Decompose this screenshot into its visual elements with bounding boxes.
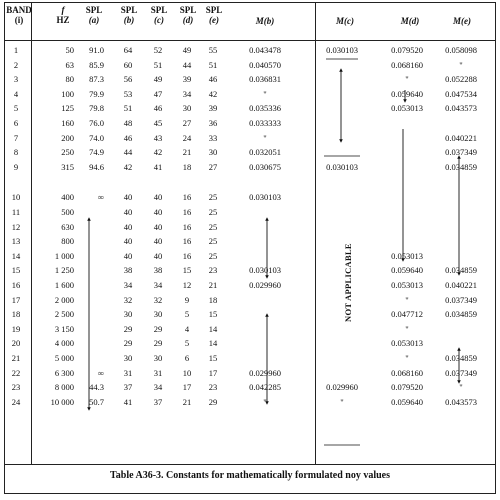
spl-c-cell: 40	[153, 250, 163, 261]
spl-b-cell: 56	[123, 74, 133, 85]
md-cell: 0.079520	[391, 45, 423, 55]
md-cell: 0.053013	[391, 280, 423, 290]
band-cell: 3	[13, 74, 19, 85]
mb-cell: "	[263, 396, 267, 407]
spl-a-cell: 79.8	[89, 103, 104, 114]
spl-e-cell: 15	[208, 309, 218, 320]
mb-cell: 0.030675	[249, 161, 281, 172]
band-cell: 17	[11, 294, 21, 305]
spl-d-cell: 12	[182, 280, 192, 290]
spl-d-cell: 39	[182, 74, 192, 85]
spl-d-cell: 16	[182, 236, 192, 247]
md-cell: 0.053013	[391, 103, 423, 114]
spl-c-cell: 40	[153, 192, 163, 203]
spl-e-cell: 18	[208, 294, 218, 305]
spl-d-cell: 16	[182, 250, 192, 261]
band-cell: 21	[11, 353, 21, 363]
header-spl-e	[201, 5, 227, 25]
md-cell: 0.059640	[391, 88, 423, 99]
not-applicable-label: NOT APPLICABLE	[343, 243, 353, 322]
spl-c-cell: 45	[153, 118, 163, 128]
spl-e-cell: 42	[208, 88, 218, 99]
spl-b-cell: 40	[123, 221, 133, 232]
spl-d-cell: 4	[184, 323, 190, 334]
frequency-cell: 63	[65, 59, 74, 70]
header-f-unit: HZ	[56, 15, 70, 25]
spl-b-cell: 53	[123, 88, 133, 99]
spl-c-cell: 43	[153, 132, 163, 143]
mb-cell: 0.042285	[249, 382, 281, 393]
me-cell: 0.058098	[445, 45, 477, 55]
frequency-cell: 5 000	[54, 353, 74, 363]
band-cell: 20	[11, 338, 21, 349]
band-cell: 10	[11, 192, 21, 203]
spl-d-cell: 5	[184, 309, 190, 320]
mb-cell: 0.029960	[249, 367, 281, 378]
spl-d-cell: 24	[182, 132, 192, 143]
spl-e-cell: 33	[208, 132, 218, 143]
spl-e-cell: 51	[208, 59, 218, 70]
md-cell: 0.053013	[391, 338, 423, 349]
spl-a-cell: ∞	[97, 367, 104, 378]
spl-b-cell: 38	[123, 265, 133, 276]
spl-e-cell: 25	[208, 192, 218, 203]
band-cell: 6	[13, 118, 19, 128]
band-cell: 14	[11, 250, 21, 261]
spl-b-cell: 44	[123, 147, 133, 158]
md-cell: "	[405, 323, 409, 334]
me-cell: 0.037349	[445, 294, 477, 305]
me-cell: 0.037349	[445, 147, 477, 158]
spl-d-cell: 9	[184, 294, 190, 305]
spl-e-cell: 14	[208, 338, 218, 349]
spl-e-cell: 46	[208, 74, 218, 85]
md-cell: "	[405, 353, 409, 363]
band-cell: 11	[11, 207, 21, 217]
frequency-cell: 2 000	[54, 294, 74, 305]
spl-c-cell: 34	[153, 382, 163, 393]
spl-d-cell: 27	[182, 118, 192, 128]
spl-d-cell: 17	[182, 382, 192, 393]
spl-a-cell: ∞	[97, 192, 104, 203]
me-cell: 0.052288	[445, 74, 477, 85]
band-cell: 1	[13, 45, 19, 55]
md-cell: 0.059640	[391, 396, 423, 407]
header-mb	[240, 16, 290, 26]
spl-d-cell: 15	[182, 265, 192, 276]
band-cell: 22	[11, 367, 21, 378]
spl-b-cell: 64	[123, 45, 133, 55]
spl-a-cell: 85.9	[89, 59, 104, 70]
column-divider	[315, 2, 316, 464]
header-spl-d	[175, 5, 201, 25]
frequency-cell: 10 000	[50, 396, 74, 407]
spl-e-cell: 36	[208, 118, 218, 128]
spl-e-cell: 27	[208, 161, 218, 172]
header-mc-label: M(c)	[336, 16, 354, 26]
spl-c-cell: 49	[153, 74, 163, 85]
band-cell: 16	[11, 280, 21, 290]
spl-b-cell: 40	[123, 236, 133, 247]
spl-b-cell: 37	[123, 382, 133, 393]
me-cell: 0.043573	[445, 396, 477, 407]
frequency-cell: 2 500	[54, 309, 74, 320]
mc-cell: 0.030103	[326, 161, 358, 172]
spl-c-cell: 32	[153, 294, 163, 305]
header-spl-a	[80, 5, 108, 25]
md-cell: 0.068160	[391, 59, 423, 70]
header-spl-c	[146, 5, 172, 25]
mb-cell: 0.030103	[249, 265, 281, 276]
spl-a-cell: 87.3	[89, 74, 104, 85]
spl-d-cell: 16	[182, 192, 192, 203]
md-cell: 0.053013	[391, 250, 423, 261]
spl-c-cell: 40	[153, 221, 163, 232]
me-cell: 0.034859	[445, 265, 477, 276]
spl-e-cell: 14	[208, 323, 218, 334]
spl-c-cell: 46	[153, 103, 163, 114]
header-md-label: M(d)	[400, 16, 420, 26]
mb-cell: "	[263, 88, 267, 99]
me-cell: 0.034859	[445, 353, 477, 363]
spl-a-cell: 74.9	[89, 147, 104, 158]
spl-e-cell: 17	[208, 367, 218, 378]
md-cell: 0.079520	[391, 382, 423, 393]
header-band	[6, 5, 32, 25]
band-cell: 8	[13, 147, 19, 158]
header-spl-e-sub: (e)	[209, 15, 219, 25]
spl-b-cell: 30	[123, 353, 133, 363]
frequency-cell: 125	[61, 103, 74, 114]
header-f-label: f	[61, 5, 65, 15]
frequency-cell: 315	[61, 161, 74, 172]
header-mb-label: M(b)	[255, 16, 275, 26]
band-cell: 4	[13, 88, 19, 99]
spl-b-cell: 40	[123, 192, 133, 203]
spl-d-cell: 21	[182, 147, 192, 158]
spl-e-cell: 25	[208, 236, 218, 247]
mc-cell: "	[340, 396, 344, 407]
spl-d-cell: 18	[182, 161, 192, 172]
spl-d-cell: 21	[182, 396, 192, 407]
mb-cell: 0.032051	[249, 147, 281, 158]
spl-c-cell: 52	[153, 45, 163, 55]
spl-c-cell: 42	[153, 147, 163, 158]
spl-c-cell: 34	[153, 280, 163, 290]
me-cell: "	[459, 382, 463, 393]
spl-c-cell: 29	[153, 323, 163, 334]
spl-c-cell: 29	[153, 338, 163, 349]
band-cell: 5	[13, 103, 19, 114]
spl-c-cell: 41	[153, 161, 163, 172]
spl-e-cell: 39	[208, 103, 218, 114]
frequency-cell: 400	[61, 192, 74, 203]
spl-d-cell: 16	[182, 221, 192, 232]
spl-c-cell: 40	[153, 236, 163, 247]
spl-d-cell: 49	[182, 45, 192, 55]
spl-b-cell: 42	[123, 161, 133, 172]
frequency-cell: 500	[61, 207, 74, 217]
spl-b-cell: 51	[123, 103, 133, 114]
spl-a-cell: 44.3	[89, 382, 104, 393]
frequency-cell: 250	[61, 147, 74, 158]
me-cell: 0.034859	[445, 309, 477, 320]
band-cell: 23	[11, 382, 21, 393]
spl-b-cell: 46	[123, 132, 133, 143]
spl-a-cell: 50.7	[89, 396, 104, 407]
frequency-cell: 1 000	[54, 250, 74, 261]
band-cell: 9	[13, 161, 19, 172]
mb-cell: 0.029960	[249, 280, 281, 290]
spl-b-cell: 31	[123, 367, 133, 378]
frequency-cell: 100	[61, 88, 74, 99]
spl-d-cell: 30	[182, 103, 192, 114]
spl-b-cell: 40	[123, 250, 133, 261]
mb-cell: 0.040570	[249, 59, 281, 70]
spl-e-cell: 23	[208, 382, 218, 393]
table-caption: Table A36-3. Constants for mathematically formulated noy values	[110, 470, 390, 481]
header-rule	[4, 40, 496, 41]
me-cell: 0.040221	[445, 132, 477, 143]
spl-e-cell: 23	[208, 265, 218, 276]
frequency-cell: 630	[61, 221, 74, 232]
header-me	[437, 16, 487, 26]
frequency-cell: 6 300	[54, 367, 74, 378]
spl-a-cell: 94.6	[89, 161, 104, 172]
band-cell: 18	[11, 309, 21, 320]
me-cell: 0.047534	[445, 88, 477, 99]
band-cell: 19	[11, 323, 21, 334]
me-cell: 0.040221	[445, 280, 477, 290]
band-cell: 7	[13, 132, 19, 143]
md-cell: "	[405, 74, 409, 85]
spl-e-cell: 25	[208, 250, 218, 261]
spl-c-cell: 31	[153, 367, 163, 378]
me-cell: 0.043573	[445, 103, 477, 114]
spl-c-cell: 47	[153, 88, 163, 99]
spl-e-cell: 15	[208, 353, 218, 363]
spl-c-cell: 37	[153, 396, 163, 407]
frequency-cell: 1 600	[54, 280, 74, 290]
header-spl-b	[116, 5, 142, 25]
frequency-cell: 3 150	[54, 323, 74, 334]
md-cell: "	[405, 294, 409, 305]
spl-a-cell: 79.9	[89, 88, 104, 99]
spl-d-cell: 34	[182, 88, 192, 99]
md-cell: 0.047712	[391, 309, 423, 320]
header-spl-b-label: SPL	[120, 5, 138, 15]
band-cell: 13	[11, 236, 21, 247]
mc-cell: 0.029960	[326, 382, 358, 393]
mb-cell: 0.036831	[249, 74, 281, 85]
md-cell: 0.059640	[391, 265, 423, 276]
spl-e-cell: 25	[208, 221, 218, 232]
spl-c-cell: 30	[153, 353, 163, 363]
spl-d-cell: 6	[184, 353, 190, 363]
header-band-label: BAND	[6, 5, 32, 15]
spl-b-cell: 60	[123, 59, 133, 70]
header-me-label: M(e)	[453, 16, 471, 26]
spl-b-cell: 29	[123, 338, 133, 349]
mb-cell: "	[263, 132, 267, 143]
spl-b-cell: 30	[123, 309, 133, 320]
spl-e-cell: 21	[208, 280, 218, 290]
column-divider	[31, 2, 32, 464]
header-mc	[320, 16, 370, 26]
mb-cell: 0.035336	[249, 103, 281, 114]
header-spl-c-sub: (c)	[154, 15, 164, 25]
spl-c-cell: 38	[153, 265, 163, 276]
header-md	[385, 16, 435, 26]
spl-c-cell: 40	[153, 207, 163, 217]
band-cell: 24	[11, 396, 21, 407]
header-spl-a-sub: (a)	[88, 15, 100, 25]
spl-b-cell: 48	[123, 118, 133, 128]
mb-cell: 0.043478	[249, 45, 281, 55]
band-cell: 2	[13, 59, 19, 70]
spl-c-cell: 51	[153, 59, 163, 70]
spl-d-cell: 5	[184, 338, 190, 349]
header-spl-b-sub: (b)	[123, 15, 135, 25]
spl-d-cell: 10	[182, 367, 192, 378]
me-cell: "	[459, 59, 463, 70]
header-f	[48, 5, 78, 25]
band-cell: 12	[11, 221, 21, 232]
spl-b-cell: 41	[123, 396, 133, 407]
header-spl-c-label: SPL	[150, 5, 168, 15]
band-cell: 15	[11, 265, 21, 276]
header-spl-d-sub: (d)	[182, 15, 194, 25]
mb-cell: 0.033333	[249, 118, 281, 128]
spl-e-cell: 30	[208, 147, 218, 158]
spl-e-cell: 25	[208, 207, 218, 217]
spl-d-cell: 16	[182, 207, 192, 217]
me-cell: 0.034859	[445, 161, 477, 172]
spl-a-cell: 74.0	[89, 132, 104, 143]
md-cell: 0.068160	[391, 367, 423, 378]
frequency-cell: 800	[61, 236, 74, 247]
me-cell: 0.037349	[445, 367, 477, 378]
spl-b-cell: 29	[123, 323, 133, 334]
frequency-cell: 8 000	[54, 382, 74, 393]
spl-b-cell: 32	[123, 294, 133, 305]
header-band-sub: (i)	[14, 15, 24, 25]
frequency-cell: 200	[61, 132, 74, 143]
spl-e-cell: 55	[208, 45, 218, 55]
spl-b-cell: 40	[123, 207, 133, 217]
frequency-cell: 160	[61, 118, 74, 128]
header-spl-d-label: SPL	[179, 5, 197, 15]
frequency-cell: 50	[65, 45, 74, 55]
spl-a-cell: 91.0	[89, 45, 104, 55]
mc-cell: 0.030103	[326, 45, 358, 55]
frequency-cell: 1 250	[54, 265, 74, 276]
header-spl-a-label: SPL	[85, 5, 103, 15]
spl-b-cell: 34	[123, 280, 133, 290]
mb-cell: 0.030103	[249, 192, 281, 203]
spl-a-cell: 76.0	[89, 118, 104, 128]
footer-rule	[4, 464, 496, 465]
header-spl-e-label: SPL	[205, 5, 223, 15]
frequency-cell: 4 000	[54, 338, 74, 349]
spl-c-cell: 30	[153, 309, 163, 320]
spl-e-cell: 29	[208, 396, 218, 407]
frequency-cell: 80	[65, 74, 74, 85]
spl-d-cell: 44	[182, 59, 192, 70]
